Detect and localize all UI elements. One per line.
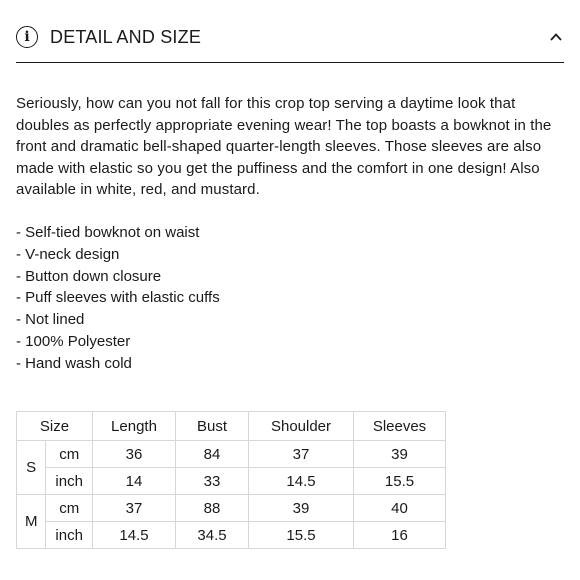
feature-item: - 100% Polyester [16,331,220,353]
feature-item: - Hand wash cold [16,353,220,375]
header-bust: Bust [176,412,249,441]
sleeves-cell: 15.5 [354,468,446,495]
sleeves-cell: 40 [354,495,446,522]
bust-cell: 88 [176,495,249,522]
unit-cell: cm [46,441,93,468]
sleeves-cell: 16 [354,522,446,549]
table-row [17,522,446,549]
feature-item: - V-neck design [16,244,220,266]
size-chart-table [16,411,446,549]
shoulder-cell: 14.5 [249,468,354,495]
bust-cell: 84 [176,441,249,468]
feature-item: - Puff sleeves with elastic cuffs [16,287,220,309]
table-row [17,468,446,495]
product-description: Seriously, how can you not fall for this crop top serving a daytime look that doubles as perfectly appropriate evening wear! The top boasts a bowknot in the front and dramatic bell-shaped quarter-length sleeves. Those sleeves are also made with elastic so you get the puffiness and the comfort in one design! Also available in white, red, and mustard. [16,95,552,199]
unit-cell: inch [46,522,93,549]
chevron-up-icon[interactable] [550,31,562,43]
length-cell: 14.5 [93,522,176,549]
feature-item: - Not lined [16,309,220,331]
length-cell: 14 [93,468,176,495]
length-cell: 37 [93,495,176,522]
size-cell: M [17,495,46,549]
sleeves-cell: 39 [354,441,446,468]
unit-cell: inch [46,468,93,495]
unit-cell: cm [46,495,93,522]
header-size: Size [17,412,93,441]
table-row [17,441,446,468]
table-header-row [17,412,446,441]
feature-item: - Self-tied bowknot on waist [16,222,220,244]
shoulder-cell: 39 [249,495,354,522]
accordion-title: DETAIL AND SIZE [50,27,202,47]
size-cell: S [17,441,46,495]
shoulder-cell: 37 [249,441,354,468]
bust-cell: 33 [176,468,249,495]
detail-size-accordion-header[interactable] [16,22,564,63]
header-sleeves: Sleeves [354,412,446,441]
info-icon: i [16,26,38,48]
table-row [17,495,446,522]
header-shoulder: Shoulder [249,412,354,441]
header-length: Length [93,412,176,441]
shoulder-cell: 15.5 [249,522,354,549]
length-cell: 36 [93,441,176,468]
feature-list [16,222,220,375]
feature-item: - Button down closure [16,266,220,288]
bust-cell: 34.5 [176,522,249,549]
